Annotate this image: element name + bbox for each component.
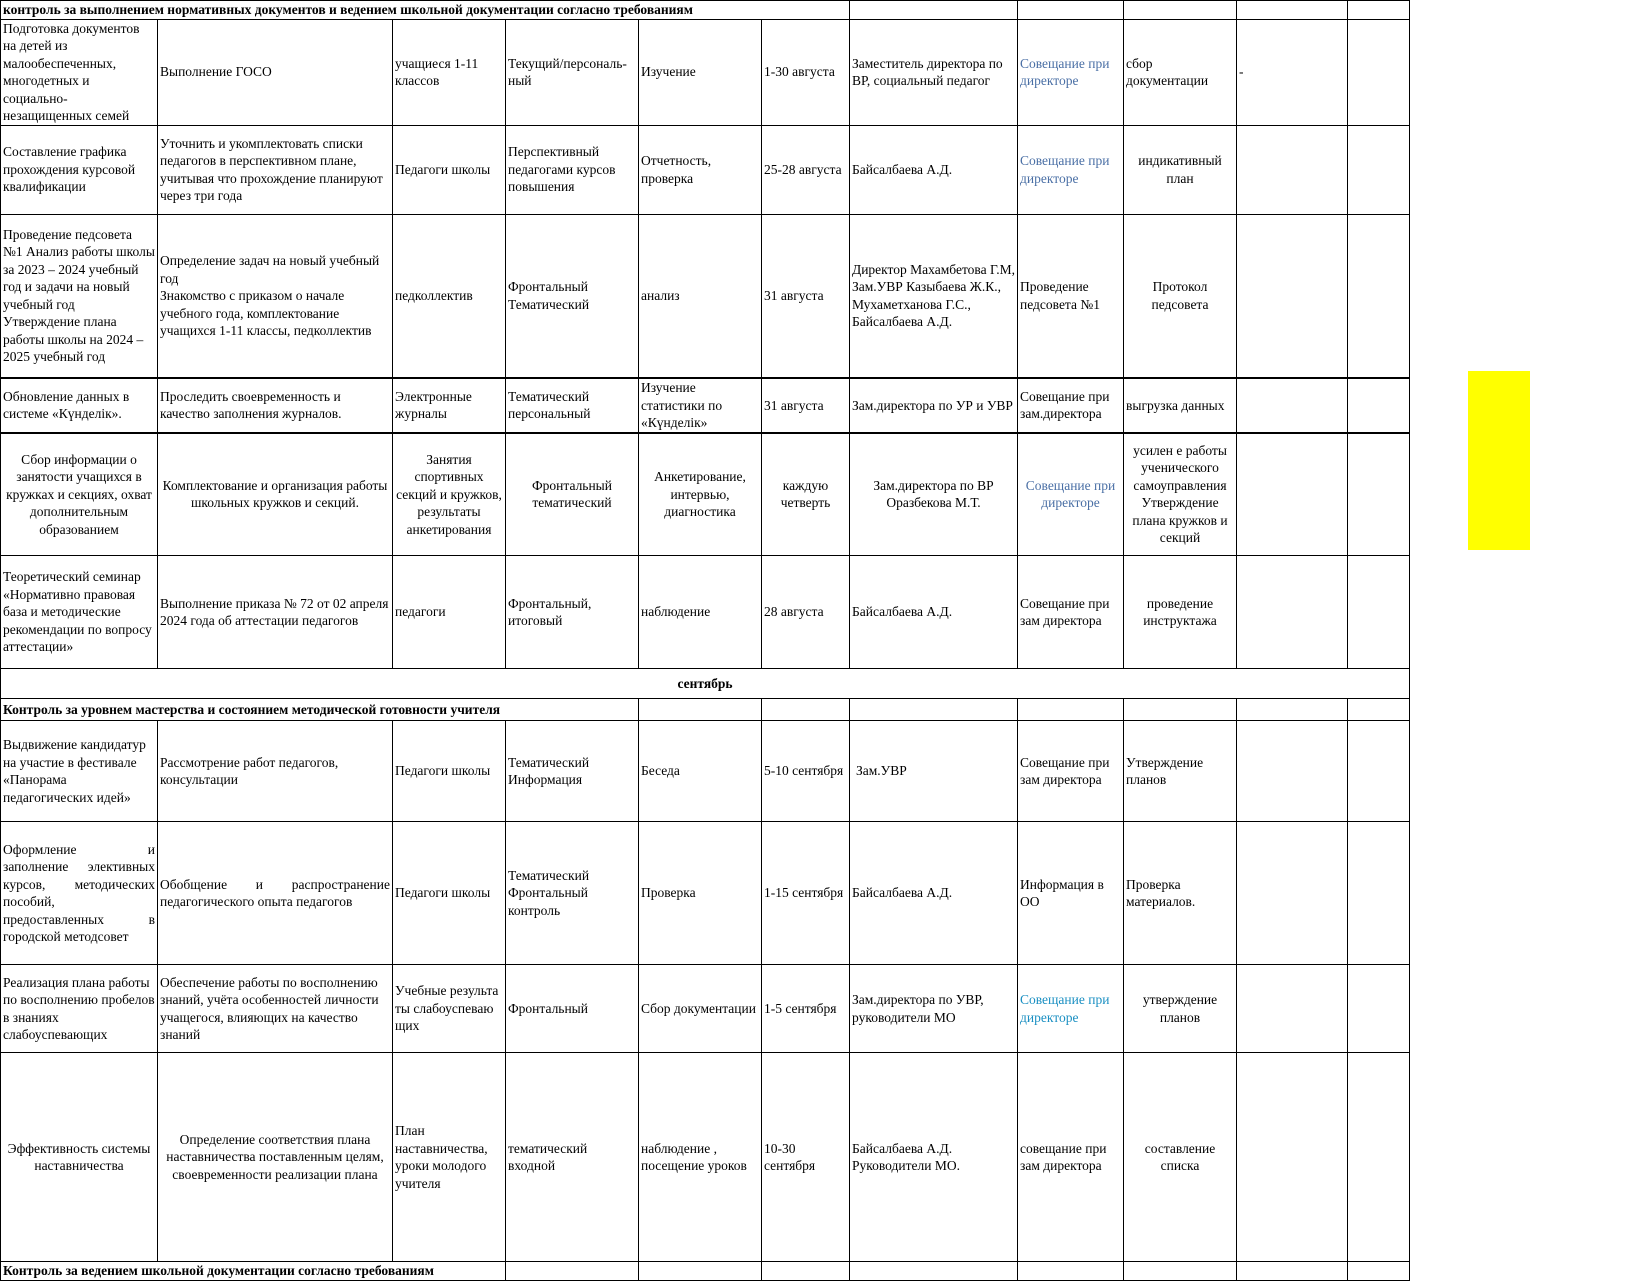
row-review-place: Совещание при директоре	[1018, 19, 1124, 125]
row-method: наблюдение , посещение уроков	[639, 1053, 762, 1262]
row-responsible: Байсалбаева А.Д.	[850, 822, 1018, 965]
row-type: Фронтальный тематический	[506, 433, 639, 556]
row-dates: 1-30 августа	[762, 19, 850, 125]
section-header-mastery: Контроль за уровнем мастерства и состоянием методической готовности учителя	[1, 699, 639, 721]
section-header-row	[1, 1262, 1410, 1281]
table-row	[1, 1053, 1410, 1262]
table-row	[1, 721, 1410, 822]
row-topic: Подготовка документов на детей из малообеспеченных, многодетных и социально- незащищенных семей	[1, 19, 158, 125]
row-responsible: Байсалбаева А.Д. Руководители МО.	[850, 1053, 1018, 1262]
row-type: Текущий/персональ-ный	[506, 19, 639, 125]
row-result: Протокол педсовета	[1124, 214, 1237, 378]
table-row	[1, 822, 1410, 965]
row-result: Утверждение планов	[1124, 721, 1237, 822]
row-result: сбор документации	[1124, 19, 1237, 125]
yellow-highlight-block	[1468, 371, 1530, 550]
row-dates: 1-15 сентября	[762, 822, 850, 965]
row-method: анализ	[639, 214, 762, 378]
row-goal: Определение задач на новый учебный год Знакомство с приказом о начале учебного года, комплектование учащихся 1-11 классы, педколлектив	[158, 214, 393, 378]
row-dates: каждую четверть	[762, 433, 850, 556]
row-goal: Определение соответствия плана наставничества поставленным целям, своевременности реализации плана	[158, 1053, 393, 1262]
row-dates: 25-28 августа	[762, 125, 850, 214]
row-dates: 10-30 сентября	[762, 1053, 850, 1262]
row-object: Электронные журналы	[393, 378, 506, 433]
row-review-place: Информация в ОО	[1018, 822, 1124, 965]
row-topic: Сбор информации о занятости учащихся в кружках и секциях, охват дополнительным образованием	[1, 433, 158, 556]
row-responsible: Зам.директора по УР и УВР	[850, 378, 1018, 433]
row-method: Анкетирование, интервью, диагностика	[639, 433, 762, 556]
row-type: тематический входной	[506, 1053, 639, 1262]
row-topic: Составление графика прохождения курсовой квалификации	[1, 125, 158, 214]
row-review-place: Проведение педсовета №1	[1018, 214, 1124, 378]
row-review-place: Совещание при директоре	[1018, 965, 1124, 1053]
section-header-docs: контроль за выполнением нормативных документов и ведением школьной документации согласно требованиям	[1, 1, 850, 20]
row-object: Педагоги школы	[393, 125, 506, 214]
table-row	[1, 965, 1410, 1053]
table-row	[1, 433, 1410, 556]
row-topic: Обновление данных в системе «Күнделік».	[1, 378, 158, 433]
table-row	[1, 214, 1410, 378]
row-goal: Выполнение приказа № 72 от 02 апреля 2024 года об аттестации педагогов	[158, 556, 393, 669]
row-review-place: совещание при зам директора	[1018, 1053, 1124, 1262]
row-goal: Обобщение и распространение педагогического опыта педагогов	[158, 822, 393, 965]
row-object: Учебные результаты слабоуспевающих	[393, 965, 506, 1053]
row-dates: 31 августа	[762, 214, 850, 378]
row-review-place: Совещание при директоре	[1018, 125, 1124, 214]
row-dates: 28 августа	[762, 556, 850, 669]
row-extra: -	[1237, 19, 1348, 125]
row-method: Проверка	[639, 822, 762, 965]
row-responsible: Зам.директора по ВР Оразбекова М.Т.	[850, 433, 1018, 556]
row-responsible: Зам.УВР	[850, 721, 1018, 822]
row-review-place: Совещание при зам директора	[1018, 556, 1124, 669]
row-result: усилен е работы ученического самоуправления Утверждение плана кружков и секций	[1124, 433, 1237, 556]
row-type: Фронтальный	[506, 965, 639, 1053]
table-row	[1, 556, 1410, 669]
table-row	[1, 378, 1410, 433]
row-result: проведение инструктажа	[1124, 556, 1237, 669]
row-type: Тематический персональный	[506, 378, 639, 433]
row-topic: Проведение педсовета №1 Анализ работы школы за 2023 – 2024 учебный год и задачи на новый учебный год Утверждение плана работы школы на 2024 – 2025 учебный год	[1, 214, 158, 378]
row-goal: Обеспечение работы по восполнению знаний, учёта особенностей личности учащегося, влияющих на качество знаний	[158, 965, 393, 1053]
row-responsible: Байсалбаева А.Д.	[850, 556, 1018, 669]
row-object: План наставничества, уроки молодого учителя	[393, 1053, 506, 1262]
row-type: Тематический Информация	[506, 721, 639, 822]
table-row	[1, 125, 1410, 214]
row-result: утверждение планов	[1124, 965, 1237, 1053]
row-topic: Реализация плана работы по восполнению пробелов в знаниях слабоуспевающих	[1, 965, 158, 1053]
row-method: Изучение	[639, 19, 762, 125]
row-type: Фронтальный, итоговый	[506, 556, 639, 669]
row-dates: 31 августа	[762, 378, 850, 433]
row-dates: 1-5 сентября	[762, 965, 850, 1053]
row-object: Педагоги школы	[393, 822, 506, 965]
row-method: Отчетность, проверка	[639, 125, 762, 214]
row-result: выгрузка данных	[1124, 378, 1237, 433]
row-method: Изучение статистики по «Күнделік»	[639, 378, 762, 433]
row-result: индикативный план	[1124, 125, 1237, 214]
row-responsible: Директор Махамбетова Г.М, Зам.УВР Казыбаева Ж.К., Мухаметханова Г.С., Байсалбаева А.Д.	[850, 214, 1018, 378]
row-type: Перспективный педагогами курсов повышения	[506, 125, 639, 214]
month-row	[1, 669, 1410, 699]
row-result: составление списка	[1124, 1053, 1237, 1262]
section-header-row	[1, 1, 1410, 20]
row-dates: 5-10 сентября	[762, 721, 850, 822]
row-object: педагоги	[393, 556, 506, 669]
row-object: Занятия спортивных секций и кружков, результаты анкетирования	[393, 433, 506, 556]
row-goal: Проследить своевременность и качество заполнения журналов.	[158, 378, 393, 433]
row-method: Сбор документации	[639, 965, 762, 1053]
row-object: Педагоги школы	[393, 721, 506, 822]
row-topic: Выдвижение кандидатур на участие в фестивале «Панорама педагогических идей»	[1, 721, 158, 822]
month-title: сентябрь	[1, 669, 1410, 699]
row-object: педколлектив	[393, 214, 506, 378]
row-review-place: Совещание при зам.директора	[1018, 378, 1124, 433]
table-row	[1, 19, 1410, 125]
row-goal: Рассмотрение работ педагогов, консультации	[158, 721, 393, 822]
row-result: Проверка материалов.	[1124, 822, 1237, 965]
row-topic: Оформление и заполнение элективных курсов, методических пособий, предоставленных в городской методсовет	[1, 822, 158, 965]
row-type: Фронтальный Тематический	[506, 214, 639, 378]
section-header-row	[1, 699, 1410, 721]
row-topic: Эффективность системы наставничества	[1, 1053, 158, 1262]
row-goal: Комплектование и организация работы школьных кружков и секций.	[158, 433, 393, 556]
row-goal: Уточнить и укомплектовать списки педагогов в перспективном плане, учитывая что прохождение планируют через три года	[158, 125, 393, 214]
row-method: Беседа	[639, 721, 762, 822]
row-goal: Выполнение ГОСО	[158, 19, 393, 125]
section-header-school-docs: Контроль за ведением школьной документации согласно требованиям	[1, 1262, 506, 1281]
row-review-place: Совещание при зам директора	[1018, 721, 1124, 822]
row-method: наблюдение	[639, 556, 762, 669]
row-review-place: Совещание при директоре	[1018, 433, 1124, 556]
row-type: Тематический Фронтальный контроль	[506, 822, 639, 965]
row-object: учащиеся 1-11 классов	[393, 19, 506, 125]
row-responsible: Заместитель директора по ВР, социальный педагог	[850, 19, 1018, 125]
row-topic: Теоретический семинар «Нормативно правовая база и методические рекомендации по вопросу аттестации»	[1, 556, 158, 669]
row-responsible: Байсалбаева А.Д.	[850, 125, 1018, 214]
row-responsible: Зам.директора по УВР, руководители МО	[850, 965, 1018, 1053]
